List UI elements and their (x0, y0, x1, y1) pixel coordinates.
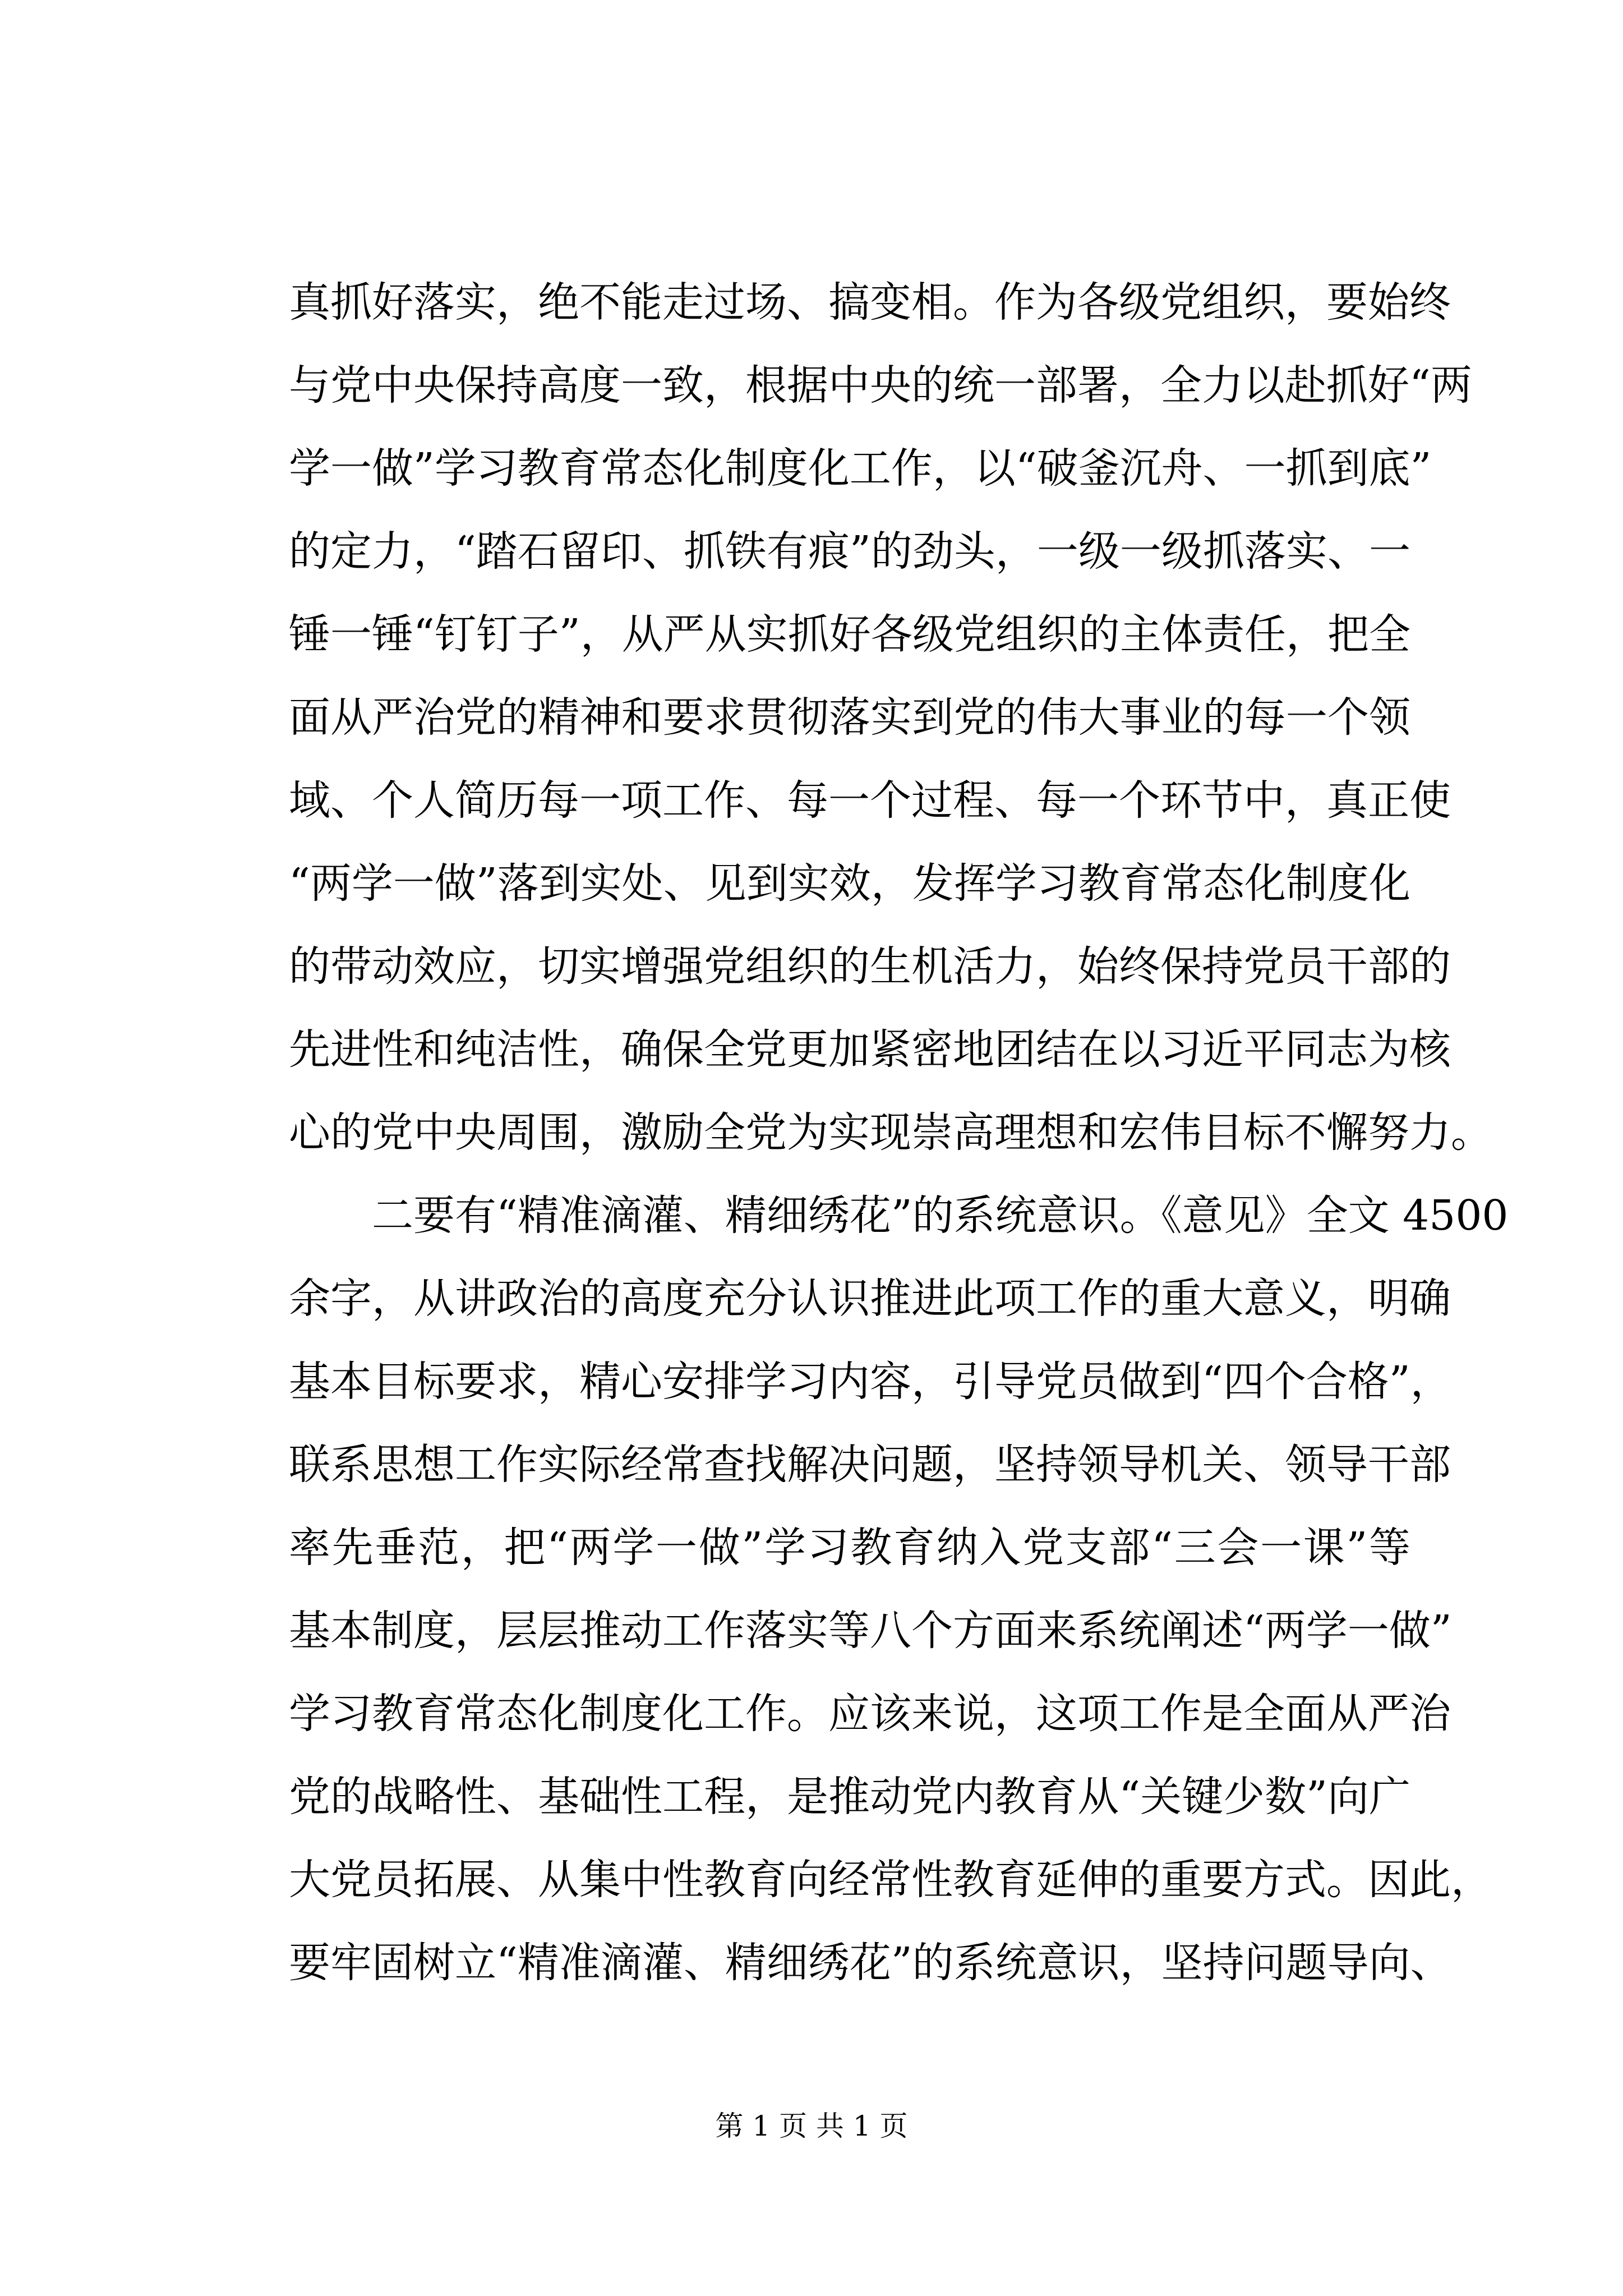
paragraph-line: 联系思想工作实际经常查找解决问题，坚持领导机关、领导干部 (289, 1441, 1451, 1489)
paragraph-line: 面从严治党的精神和要求贯彻落实到党的伟大事业的每一个领 (289, 693, 1410, 742)
paragraph-line: 基本目标要求，精心安排学习内容，引导党员做到“四个合格”， (289, 1358, 1452, 1406)
paragraph-line: 的带动效应，切实增强党组织的生机活力，始终保持党员干部的 (289, 942, 1451, 991)
paragraph-line: 先进性和纯洁性，确保全党更加紧密地团结在以习近平同志为核 (289, 1025, 1451, 1074)
page-number: 第 1 页 共 1 页 (715, 2110, 908, 2142)
paragraph-line: 率先垂范，把“两学一做”学习教育纳入党支部“三会一课”等 (289, 1524, 1410, 1572)
paragraph-line: 学一做”学习教育常态化制度化工作，以“破釜沉舟、一抓到底” (289, 444, 1432, 493)
paragraph-line: 党的战略性、基础性工程，是推动党内教育从“关键少数”向广 (289, 1773, 1410, 1821)
paragraph-line: 基本制度，层层推动工作落实等八个方面来系统阐述“两学一做” (289, 1607, 1452, 1655)
paragraph-line: 余字，从讲政治的高度充分认识推进此项工作的重大意义，明确 (289, 1274, 1451, 1323)
paragraph-line: 大党员拓展、从集中性教育向经常性教育延伸的重要方式。因此， (289, 1856, 1492, 1904)
paragraph-line: “两学一做”落到实处、见到实效，发挥学习教育常态化制度化 (289, 859, 1410, 908)
paragraph-2 (289, 1174, 1509, 2004)
paragraph-1 (289, 261, 1492, 1174)
paragraph-line: 学习教育常态化制度化工作。应该来说，这项工作是全面从严治 (289, 1690, 1451, 1738)
paragraph-line: 心的党中央周围，激励全党为实现崇高理想和宏伟目标不懈努力。 (289, 1108, 1492, 1157)
paragraph-line: 锤一锤“钉钉子”，从严从实抓好各级党组织的主体责任，把全 (289, 610, 1410, 659)
page-footer (0, 2109, 1623, 2143)
paragraph-line: 真抓好落实，绝不能走过场、搞变相。作为各级党组织，要始终 (289, 278, 1451, 326)
paragraph-line: 要牢固树立“精准滴灌、精细绣花”的系统意识，坚持问题导向、 (289, 1939, 1452, 1987)
document-body (289, 261, 1509, 2004)
paragraph-line: 的定力，“踏石留印、抓铁有痕”的劲头，一级一级抓落实、一 (289, 527, 1410, 576)
paragraph-line: 二要有“精准滴灌、精细绣花”的系统意识。《意见》全文 4500 (372, 1191, 1509, 1240)
paragraph-line: 域、个人简历每一项工作、每一个过程、每一个环节中，真正使 (289, 776, 1451, 825)
paragraph-line: 与党中央保持高度一致，根据中央的统一部署，全力以赴抓好“两 (289, 361, 1472, 409)
